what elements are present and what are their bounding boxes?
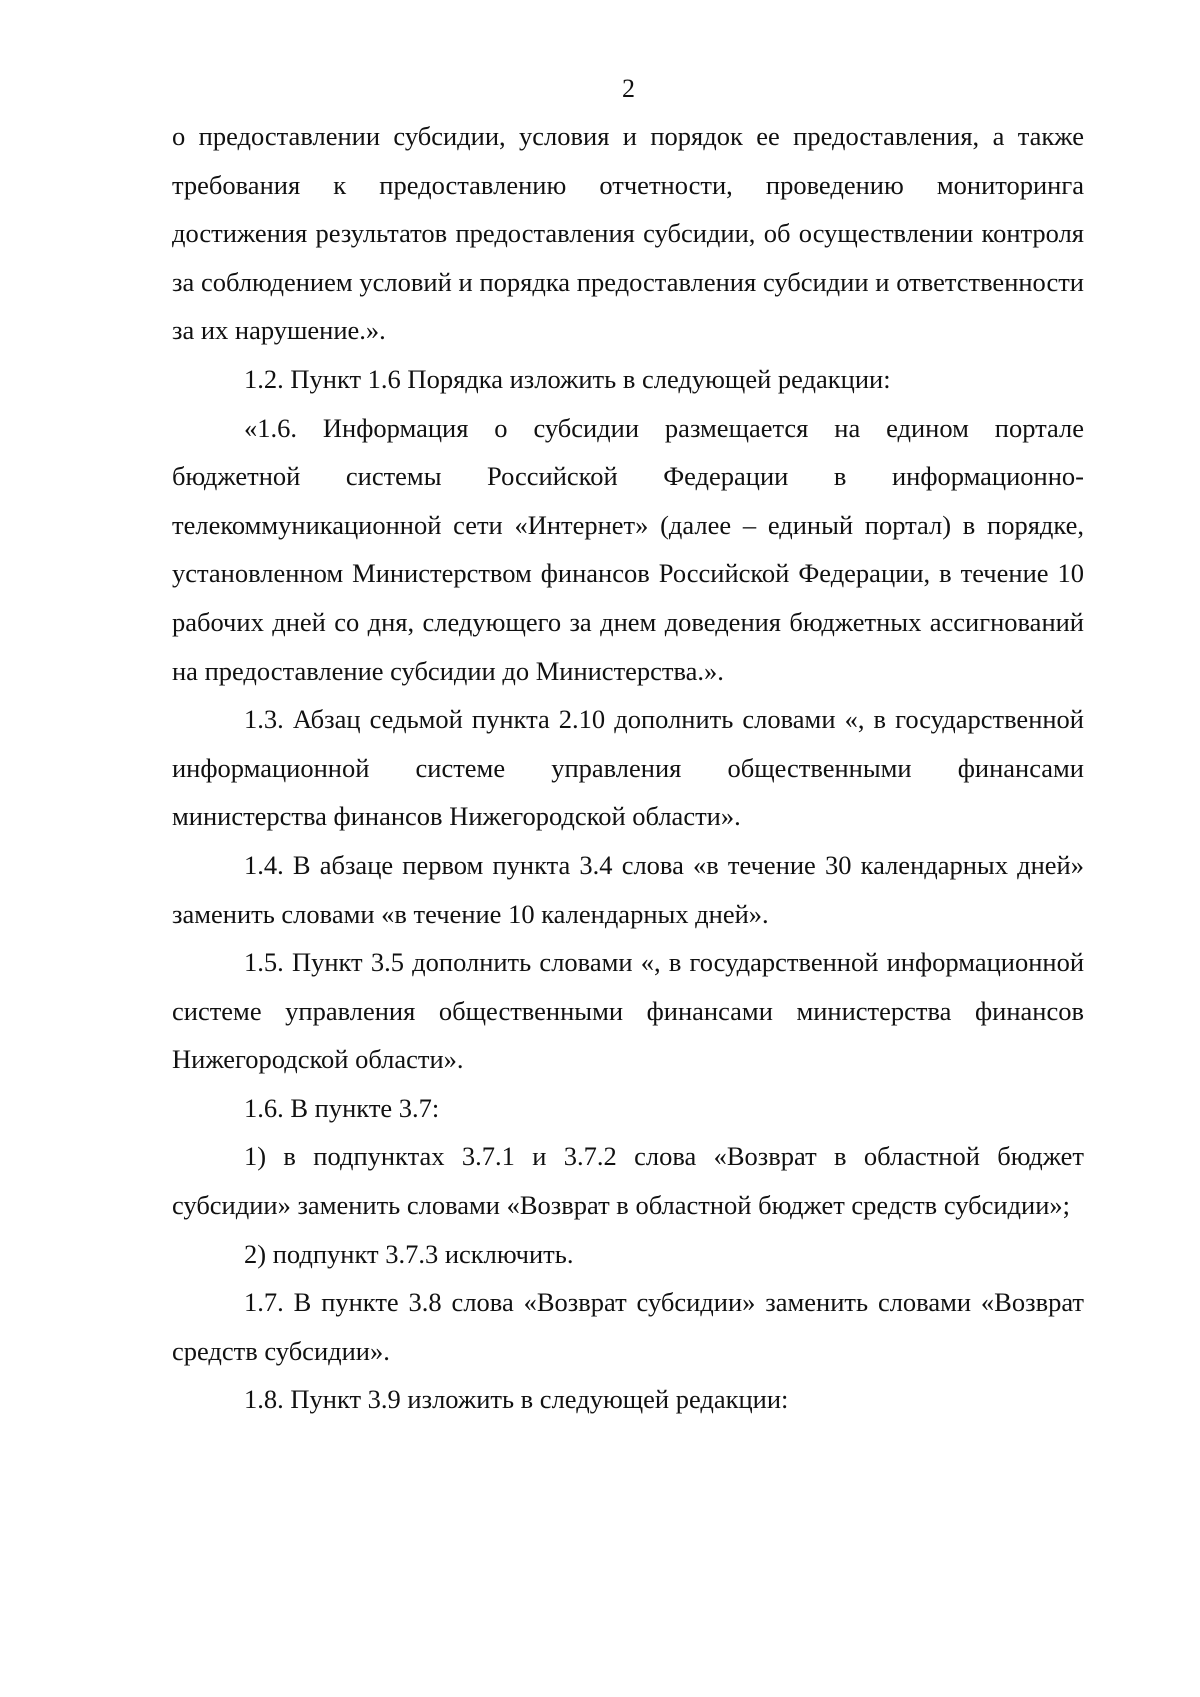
- paragraph-1-4: 1.4. В абзаце первом пункта 3.4 слова «в течение 30 календарных дней» заменить словами «в течение 10 календарных дней».: [172, 849, 1084, 929]
- paragraph-quote-1-6: «1.6. Информация о субсидии размещается на едином портале бюджетной системы Российской Федерации в информационно-телекоммуникационной сети «Интернет» (далее – единый портал) в порядке, установленном Министерством финансов Российской Федерации, в течение 10 рабочих дней со дня, следующего за днем доведения бюджетных ассигнований на предоставление субсидии до Министерства.».: [172, 412, 1084, 686]
- paragraph-1-5: 1.5. Пункт 3.5 дополнить словами «, в государственной информационной системе управления общественными финансами министерства финансов Нижегородской области».: [172, 947, 1084, 1075]
- paragraph-1-8: 1.8. Пункт 3.9 изложить в следующей редакции:: [244, 1384, 789, 1415]
- page-number: 2: [622, 74, 635, 103]
- paragraph-1-6-item-1: 1) в подпунктах 3.7.1 и 3.7.2 слова «Возврат в областной бюджет субсидии» заменить словами «Возврат в областной бюджет средств субсидии»;: [172, 1141, 1084, 1221]
- paragraph-1-6-item-2: 2) подпункт 3.7.3 исключить.: [244, 1238, 574, 1269]
- paragraph-1-7: 1.7. В пункте 3.8 слова «Возврат субсидии» заменить словами «Возврат средств субсидии».: [172, 1287, 1084, 1366]
- document-body: [172, 112, 1084, 1424]
- paragraph-1-3: 1.3. Абзац седьмой пункта 2.10 дополнить словами «, в государственной информационной системе управления общественными финансами министерства финансов Нижегородской области».: [172, 704, 1084, 832]
- paragraph-continuation: о предоставлении субсидии, условия и порядок ее предоставления, а также требования к предоставлению отчетности, проведению мониторинга достижения результатов предоставления субсидии, об осуществлении контроля за соблюдением условий и порядка предоставления субсидии и ответственности за их нарушение.».: [172, 121, 1084, 346]
- paragraph-1-2: 1.2. Пункт 1.6 Порядка изложить в следующей редакции:: [244, 363, 891, 394]
- paragraph-1-6: 1.6. В пункте 3.7:: [244, 1092, 440, 1123]
